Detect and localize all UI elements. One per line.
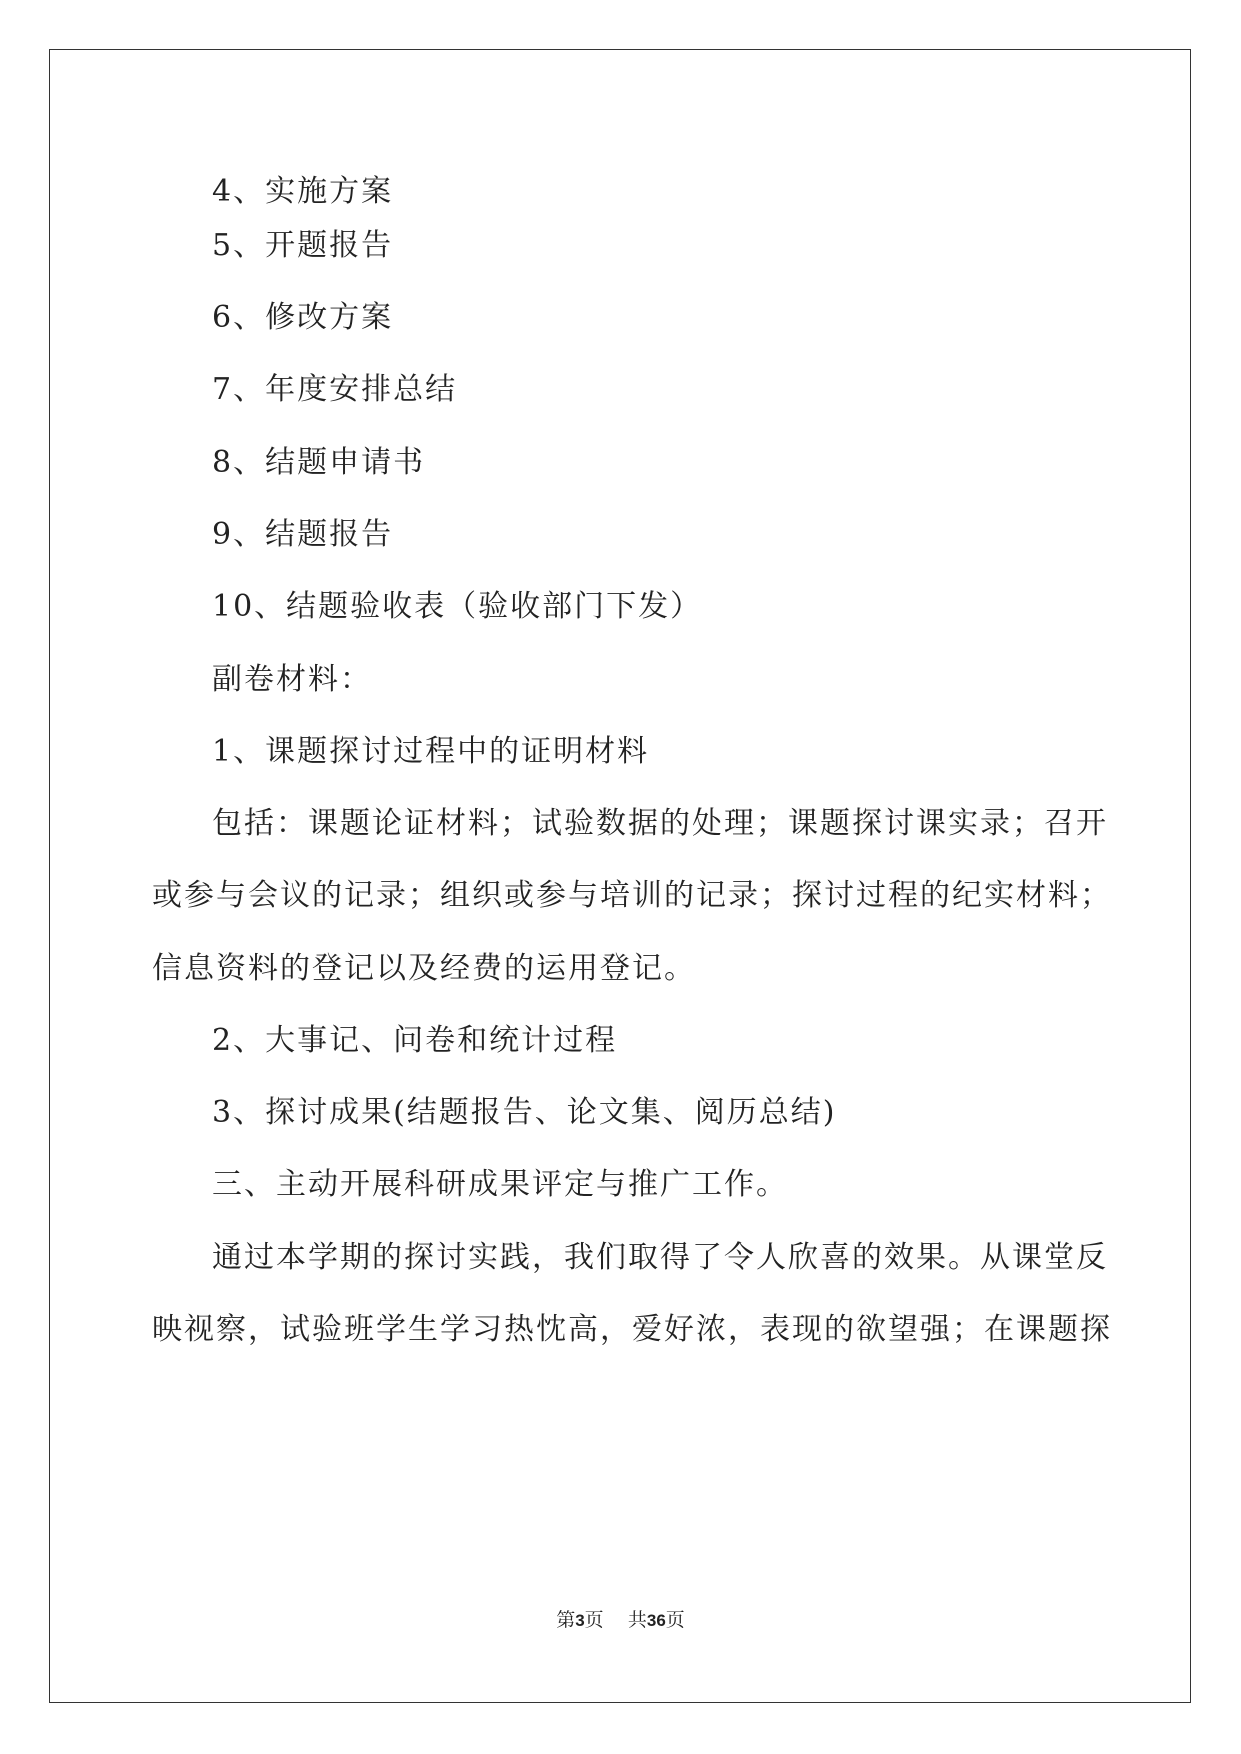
- list-item-research-results: 3、探讨成果(结题报告、论文集、阅历总结): [212, 1095, 837, 1130]
- section-heading-promotion: 三、主动开展科研成果评定与推广工作。: [212, 1167, 788, 1202]
- list-item-revision-plan: 6、修改方案: [212, 300, 394, 335]
- page-prefix: 第: [556, 1609, 576, 1631]
- paragraph-line: 或参与会议的记录；组织或参与培训的记录；探讨过程的纪实材料；: [152, 878, 1112, 913]
- total-unit: 页: [665, 1609, 685, 1631]
- list-item-proof-materials: 1、课题探讨过程中的证明材料: [212, 734, 650, 769]
- list-item-opening-report: 5、开题报告: [212, 228, 394, 263]
- current-page-number: 3: [575, 1611, 585, 1630]
- paragraph-line: 通过本学期的探讨实践，我们取得了令人欣喜的效果。从课堂反: [212, 1240, 1108, 1275]
- paragraph-line: 映视察，试验班学生学习热忱高，爱好浓，表现的欲望强；在课题探: [152, 1312, 1112, 1347]
- page-unit: 页: [584, 1609, 604, 1631]
- list-item-conclusion-report: 9、结题报告: [212, 517, 394, 552]
- list-item-acceptance-form: 10、结题验收表（验收部门下发）: [212, 589, 703, 624]
- list-item-annual-summary: 7、年度安排总结: [212, 372, 458, 407]
- list-item-events-surveys: 2、大事记、问卷和统计过程: [212, 1023, 618, 1058]
- paragraph-line: 包括：课题论证材料；试验数据的处理；课题探讨课实录；召开: [212, 806, 1108, 841]
- section-heading-secondary-materials: 副卷材料：: [212, 662, 372, 697]
- list-item-conclusion-application: 8、结题申请书: [212, 445, 426, 480]
- total-page-count: 36: [646, 1611, 666, 1630]
- list-item-implementation-plan: 4、实施方案: [212, 174, 394, 209]
- page-number-footer: [0, 1608, 1241, 1633]
- total-prefix: 共: [627, 1609, 647, 1631]
- paragraph-line: 信息资料的登记以及经费的运用登记。: [152, 951, 696, 986]
